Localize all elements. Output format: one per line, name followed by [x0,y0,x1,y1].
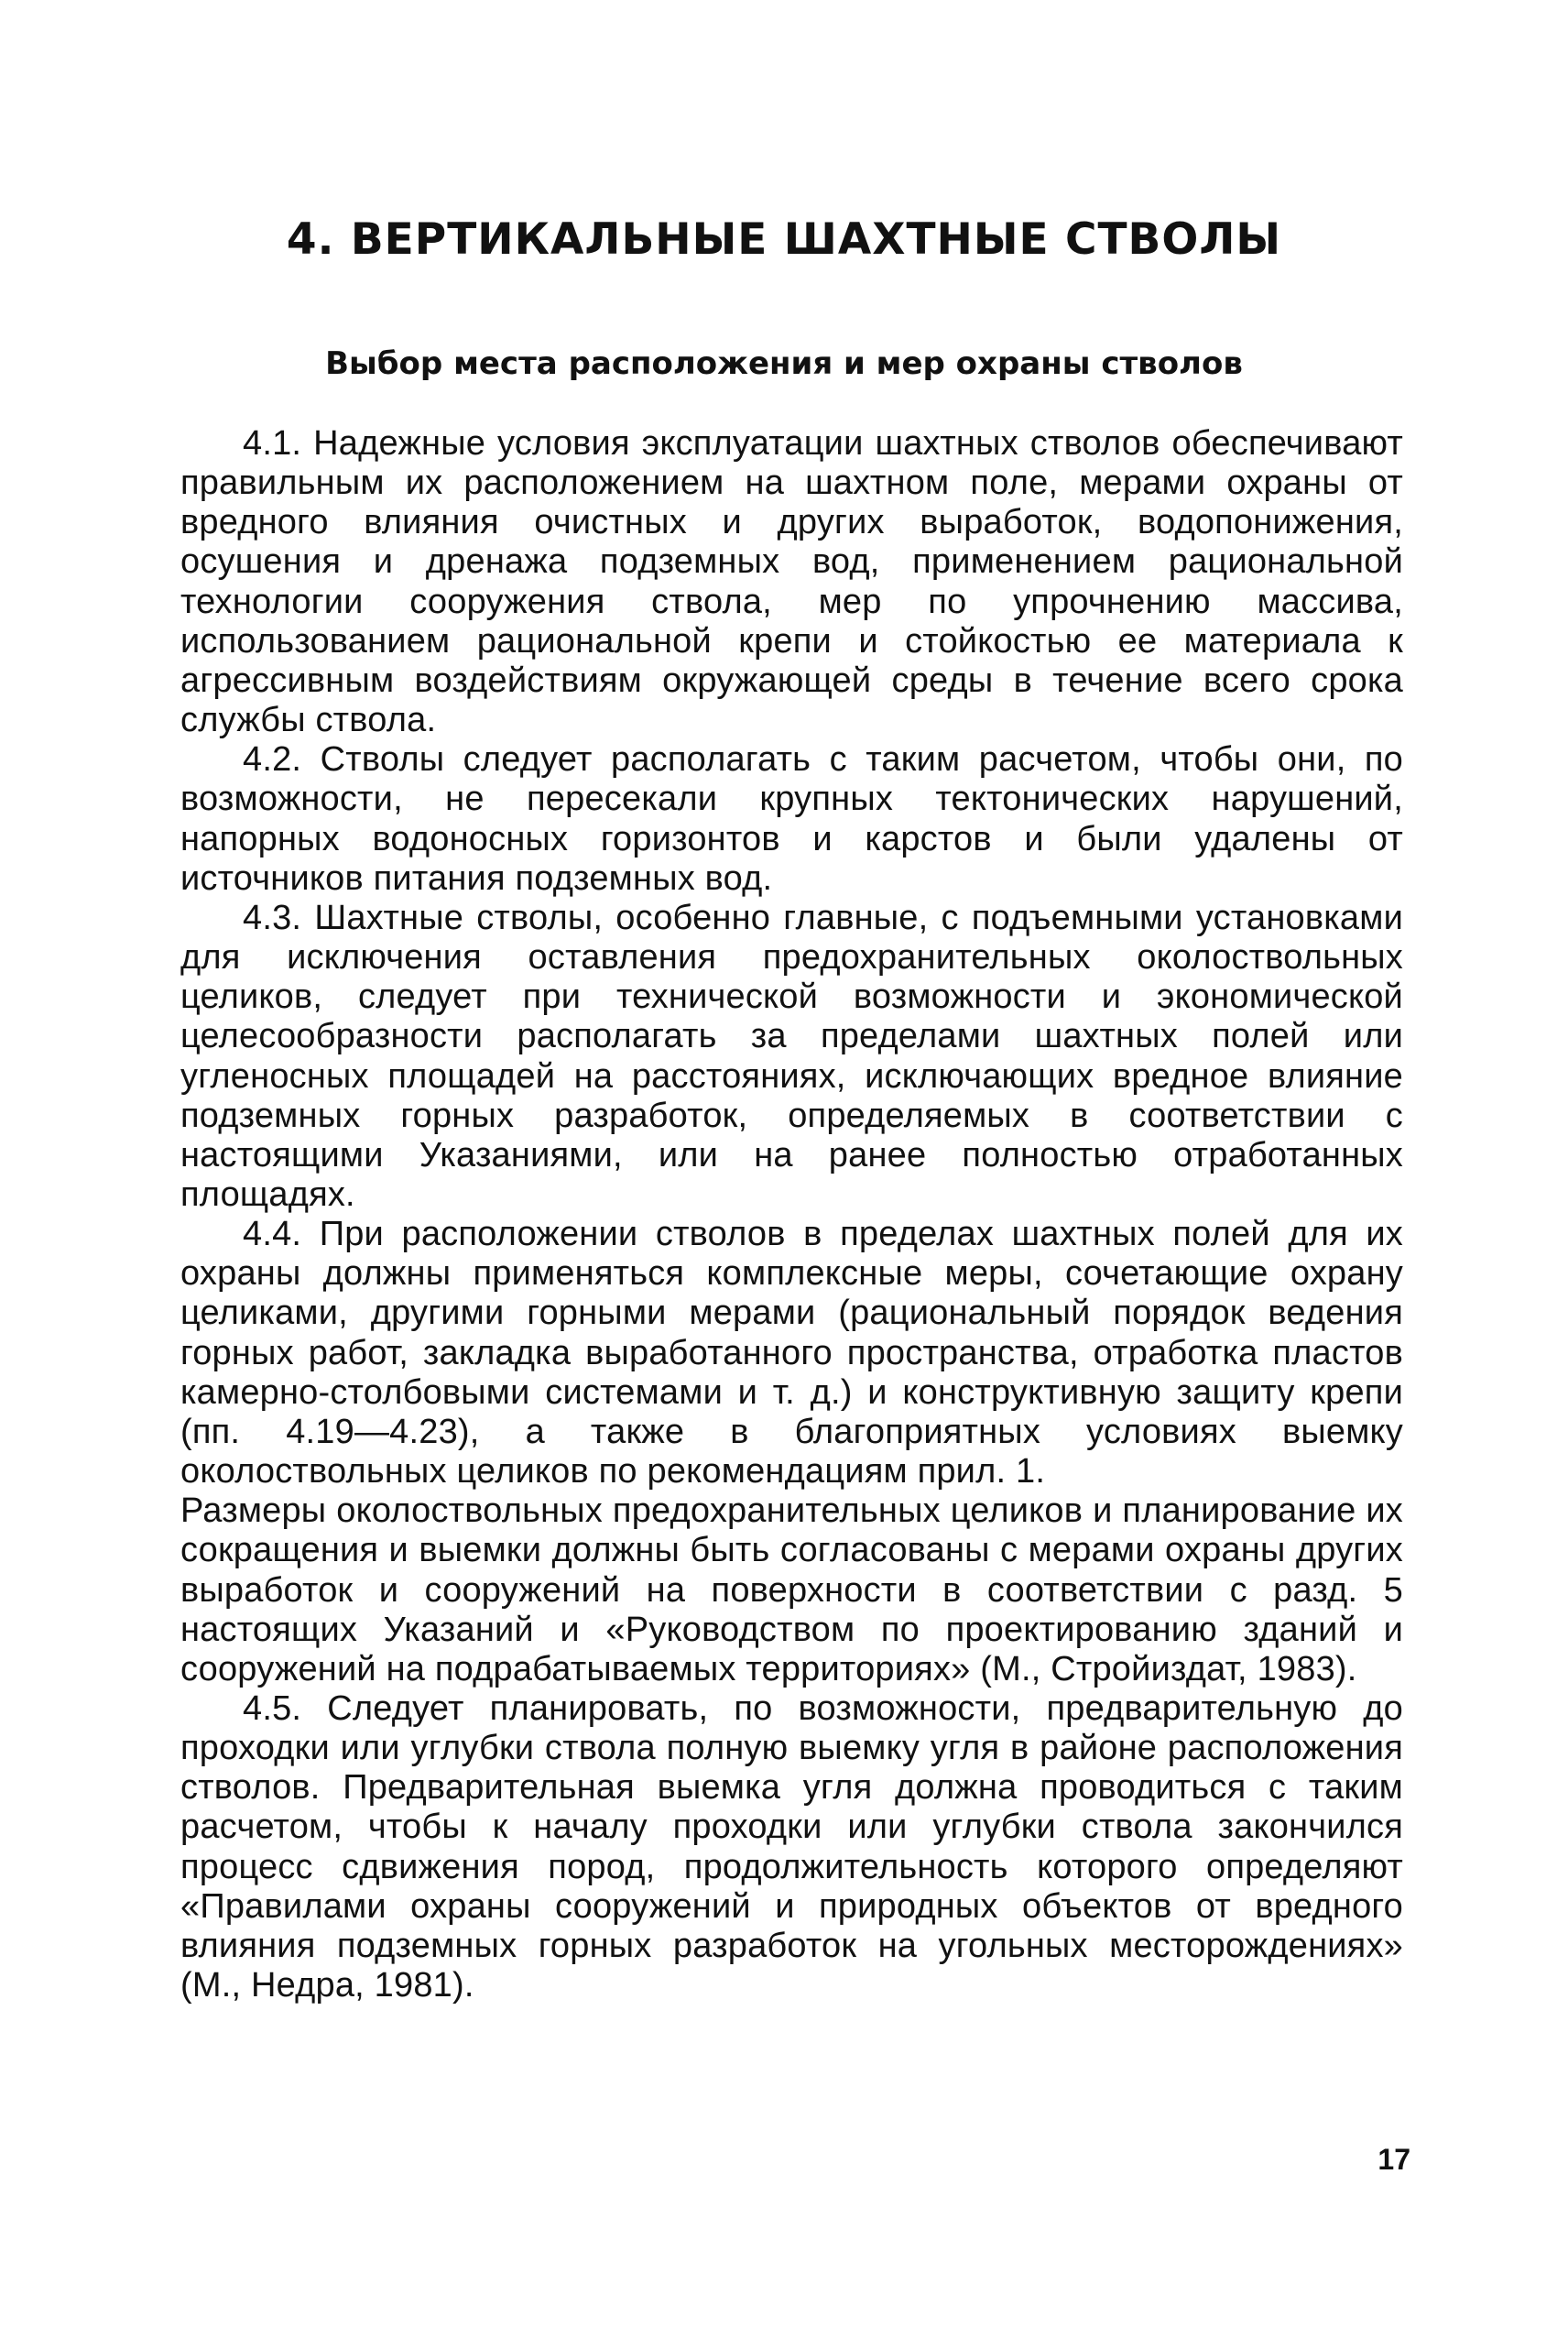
paragraph-4-4: 4.4. При расположении стволов в пределах шахтных полей для их охраны должны применяться комплексные меры, сочетающие охрану целиками, другими горными мерами (рациональный порядок ведения горных работ, закладка выработанного пространства, отработка пластов камерно-столбовыми системами и т. д.) и конструктивную защиту крепи (пп. 4.19—4.23), а также в благоприятных условиях выемку околоствольных целиков по рекомендациям прил. 1. [180,1215,1403,1491]
body-text [180,424,1403,2005]
paragraph-4-2: 4.2. Стволы следует располагать с таким расчетом, чтобы они, по возможности, не пересекали крупных тектонических нарушений, напорных водоносных горизонтов и карстов и были удалены от источников питания подземных вод. [180,740,1403,898]
page-number: 17 [1377,2143,1410,2176]
paragraph-4-1: 4.1. Надежные условия эксплуатации шахтных стволов обеспечивают правильным их расположением на шахтном поле, мерами охраны от вредного влияния очистных и других выработок, водопонижения, осушения и дренажа подземных вод, применением рациональной технологии сооружения ствола, мер по упрочнению массива, использованием рациональной крепи и стойкостью ее материала к агрессивным воздействиям окружающей среды в течение всего срока службы ствола. [180,424,1403,740]
paragraph-4-3: 4.3. Шахтные стволы, особенно главные, с подъемными установками для исключения оставления предохранительных околоствольных целиков, следует при технической возможности и экономической целесообразности располагать за пределами шахтных полей или угленосных площадей на расстояниях, исключающих вредное влияние подземных горных разработок, определяемых в соответствии с настоящими Указаниями, или на ранее полностью отработанных площадях. [180,898,1403,1214]
section-title: Выбор места расположения и мер охраны стволов [325,345,1243,382]
paragraph-4-5: 4.5. Следует планировать, по возможности, предварительную до проходки или углубки ствола полную выемку угля в районе расположения стволов. Предварительная выемка угля должна проводиться с таким расчетом, чтобы к началу проходки или углубки ствола закончился процесс сдвижения пород, продолжительность которого определяют «Правилами охраны сооружений и природных объектов от вредного влияния подземных горных разработок на угольных месторождениях» (М., Недра, 1981). [180,1689,1403,2005]
paragraph-4-4-continued: Размеры околоствольных предохранительных целиков и планирование их сокращения и выемки должны быть согласованы с мерами охраны других выработок и сооружений на поверхности в соответствии с разд. 5 настоящих Указаний и «Руководством по проектированию зданий и сооружений на подрабатываемых территориях» (М., Стройиздат, 1983). [180,1491,1403,1688]
chapter-title: 4. ВЕРТИКАЛЬНЫЕ ШАХТНЫЕ СТВОЛЫ [286,214,1282,265]
